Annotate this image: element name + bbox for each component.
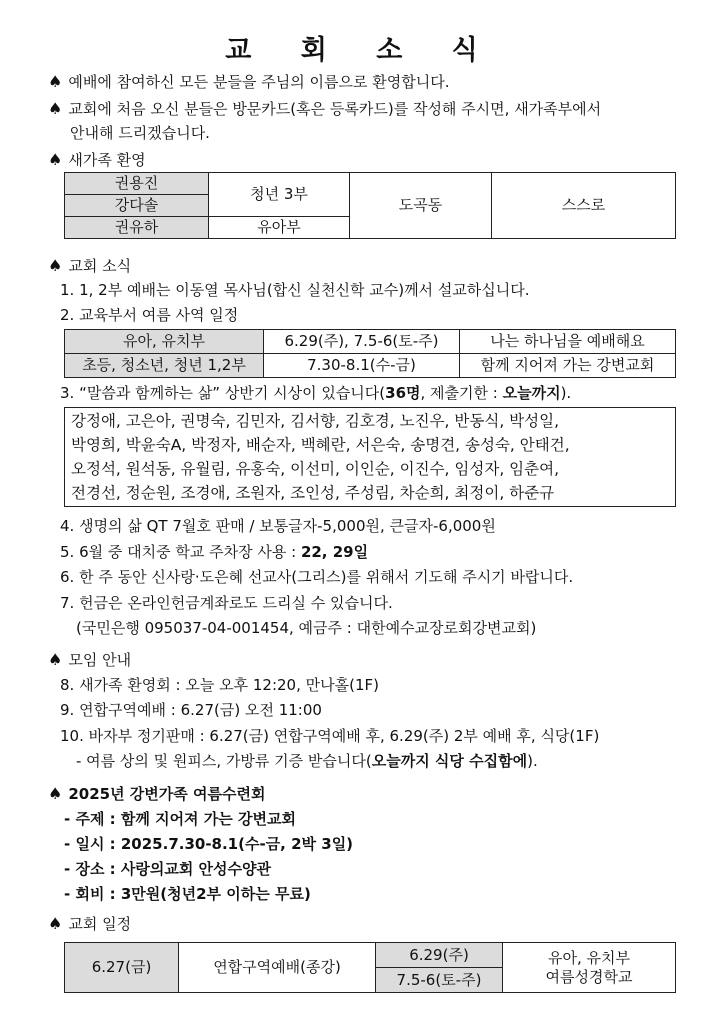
meetings-heading: [48, 650, 131, 670]
newfamily-heading-text: 새가족 환영: [68, 151, 146, 169]
item3-text: 3. “말씀과 함께하는 삶” 상반기 시상이 있습니다(: [60, 384, 386, 402]
schedule-heading-text: 교회 일정: [68, 915, 132, 933]
meetings-heading-text: 모임 안내: [68, 651, 132, 669]
schedule-date: 7.5-6(토-주): [376, 968, 503, 993]
retreat-place: - 장소 : 사랑의교회 안성수양관: [64, 860, 271, 878]
item10-sub-end: ).: [527, 752, 538, 770]
spade-icon: ♠: [48, 72, 63, 91]
schedule-event: 연합구역예배(종강): [179, 943, 376, 993]
news-item-1: 1. 1, 2부 예배는 이동열 목사님(합신 실천신학 교수)께서 설교하십니다.: [60, 281, 530, 299]
news-item-5: [60, 543, 368, 562]
awardee-row: 강정애, 고은아, 권명숙, 김민자, 김서향, 김호경, 노진우, 반동식, 박성일,: [71, 412, 560, 430]
page-title: 교 회 소 식: [225, 35, 498, 66]
newfamily-heading: [48, 150, 146, 170]
item3-text-3: ).: [560, 384, 572, 402]
retreat-theme: - 주제 : 함께 지어져 가는 강변교회: [64, 810, 296, 828]
edu-date: 7.30-8.1(수-금): [264, 354, 460, 378]
edu-dept: 초등, 청소년, 청년 1,2부: [65, 354, 264, 378]
welcome-line-1: [48, 72, 449, 92]
newfamily-route: 스스로: [492, 173, 676, 239]
newfamily-name: 강다솔: [65, 195, 209, 217]
item3-count: 36명: [385, 384, 421, 402]
meeting-item-10-sub: [76, 752, 538, 771]
spade-icon: ♠: [48, 914, 63, 933]
schedule-table: [64, 942, 676, 993]
newfamily-district: 도곡동: [350, 173, 492, 239]
awardee-row: 전경선, 정순원, 조경애, 조원자, 조인성, 주성림, 차순희, 최정이, 하준규: [71, 484, 555, 502]
spade-icon: ♠: [48, 99, 63, 118]
item5-dates: 22, 29일: [300, 543, 369, 561]
welcome-text-1: 예배에 참여하신 모든 분들을 주님의 이름으로 환영합니다.: [68, 73, 450, 91]
schedule-event-line: 여름성경학교: [545, 967, 633, 986]
newfamily-name: 권용진: [65, 173, 209, 195]
item3-text-2: , 제출기한 :: [420, 384, 503, 402]
awardee-row: 오정석, 원석동, 유월림, 유홍숙, 이선미, 이인순, 이진수, 임성자, 임춘여,: [71, 460, 560, 478]
meeting-item-9: 9. 연합구역예배 : 6.27(금) 오전 11:00: [60, 701, 322, 719]
news-item-3: [60, 384, 571, 403]
bank-account: (국민은행 095037-04-001454, 예금주 : 대한예수교장로회강변교회): [76, 619, 537, 637]
welcome-line-2: [48, 99, 601, 119]
spade-icon: ♠: [48, 150, 63, 169]
schedule-event-2: [503, 943, 676, 993]
news-heading: [48, 256, 131, 276]
edu-dept: 유아, 유치부: [65, 330, 264, 354]
meeting-item-10: 10. 바자부 정기판매 : 6.27(금) 연합구역예배 후, 6.29(주) 2부 예배 후, 식당(1F): [60, 727, 600, 745]
spade-icon: ♠: [48, 784, 63, 803]
welcome-line-3: 안내해 드리겠습니다.: [70, 124, 210, 142]
retreat-date: - 일시 : 2025.7.30-8.1(수-금, 2박 3일): [64, 835, 354, 853]
schedule-event-line: 유아, 유치부: [548, 948, 630, 967]
spade-icon: ♠: [48, 256, 63, 275]
retreat-fee: - 회비 : 3만원(청년2부 이하는 무료): [64, 885, 311, 903]
newfamily-name: 권유하: [65, 217, 209, 239]
news-item-2: 2. 교육부서 여름 사역 일정: [60, 306, 239, 324]
news-item-6: 6. 한 주 동안 신사랑·도은혜 선교사(그리스)를 위해서 기도해 주시기 바랍니다.: [60, 568, 574, 586]
schedule-date: 6.27(금): [65, 943, 179, 993]
meeting-item-8: 8. 새가족 환영회 : 오늘 오후 12:20, 만나홀(1F): [60, 676, 379, 694]
schedule-heading: [48, 914, 131, 934]
welcome-text-2: 교회에 처음 오신 분들은 방문카드(혹은 등록카드)를 작성해 주시면, 새가족부에서: [68, 100, 602, 118]
newfamily-table: [64, 172, 676, 239]
item5-text: 5. 6월 중 대치중 학교 주차장 사용 :: [60, 543, 301, 561]
item10-sub-bold: 오늘까지 식당 수집함에: [371, 752, 528, 770]
awardee-row: 박영희, 박윤숙A, 박정자, 배순자, 백혜란, 서은숙, 송명견, 송성숙, 안태건,: [71, 436, 570, 454]
newfamily-group: 유아부: [209, 217, 350, 239]
news-item-4: 4. 생명의 삶 QT 7월호 판매 / 보통글자-5,000원, 큰글자-6,000원: [60, 517, 496, 535]
awardee-list: [64, 407, 676, 507]
edu-theme: 나는 하나님을 예배해요: [460, 330, 676, 354]
edu-schedule-table: [64, 329, 676, 378]
retreat-heading-text: 2025년 강변가족 여름수련회: [68, 785, 266, 803]
edu-date: 6.29(주), 7.5-6(토-주): [264, 330, 460, 354]
item10-sub-text: - 여름 상의 및 원피스, 가방류 기증 받습니다(: [76, 752, 372, 770]
newfamily-group: 청년 3부: [209, 173, 350, 217]
item3-deadline: 오늘까지: [502, 384, 561, 402]
news-heading-text: 교회 소식: [68, 257, 132, 275]
schedule-date: 6.29(주): [376, 943, 503, 968]
edu-theme: 함께 지어져 가는 강변교회: [460, 354, 676, 378]
spade-icon: ♠: [48, 650, 63, 669]
news-item-7: 7. 헌금은 온라인헌금계좌로도 드리실 수 있습니다.: [60, 594, 393, 612]
retreat-heading: [48, 784, 265, 804]
